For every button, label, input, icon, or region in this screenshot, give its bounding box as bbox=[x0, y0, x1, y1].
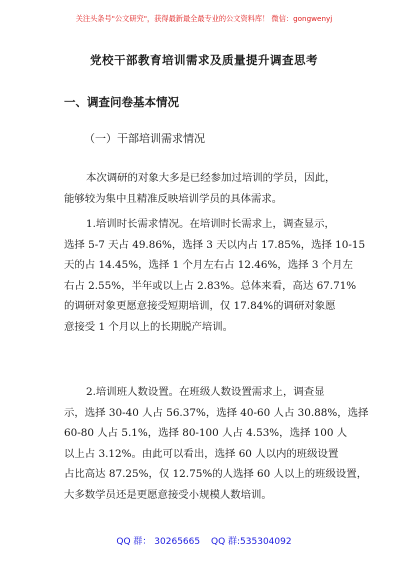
paragraph-line: 的调研对象更愿意接受短期培训，仅 17.84%的调研对象愿 bbox=[64, 300, 336, 312]
paragraph-line: 能够较为集中且精准反映培训学员的具体需求。 bbox=[64, 192, 283, 205]
paragraph-line: 60-80 人占 5.1%，选择 80-100 人占 4.53%，选择 100 人 bbox=[64, 427, 348, 439]
paragraph-line: 示，选择 30-40 人占 56.37%，选择 40-60 人占 30.88%，选择 bbox=[64, 406, 369, 419]
paragraph-line: 意接受 1 个月以上的长期脱产培训。 bbox=[64, 320, 234, 333]
intro-paragraph bbox=[64, 168, 354, 209]
footer-qq-groups bbox=[0, 534, 408, 547]
paragraph-line: 右占 2.55%，半年或以上占 2.83%。总体来看，高达 67.71% bbox=[64, 279, 357, 292]
qq-group-1: QQ 群： 30265665 bbox=[116, 537, 201, 547]
section-heading: 一、调查问卷基本情况 bbox=[64, 95, 179, 109]
document-title: 党校干部教育培训需求及质量提升调查思考 bbox=[90, 53, 318, 67]
subsection-heading: （一）干部培训需求情况 bbox=[84, 132, 205, 145]
paragraph-line: 选择 5-7 天占 49.86%，选择 3 天以内占 17.85%，选择 10-15 bbox=[64, 238, 366, 251]
paragraph-line: 1.培训时长需求情况。在培训时长需求上，调查显示， bbox=[86, 218, 335, 230]
paragraph-line: 大多数学员还是更愿意接受小规模人数培训。 bbox=[64, 488, 272, 501]
training-duration-paragraph bbox=[64, 214, 366, 337]
paragraph-line: 本次调研的对象大多是已经参加过培训的学员，因此， bbox=[86, 172, 336, 184]
paragraph-line: 以上占 3.12%。由此可以看出，选择 60 人以内的班级设置 bbox=[64, 447, 339, 460]
qq-group-2: QQ 群:535304092 bbox=[210, 537, 292, 547]
paragraph-line: 占比高达 87.25%，仅 12.75%的人选择 60 人以上的班级设置， bbox=[64, 468, 368, 480]
paragraph-line: 2.培训班人数设置。在班级人数设置需求上，调查显 bbox=[86, 386, 325, 398]
header-banner: 关注头条号"公文研究"，获得最新最全最专业的公文资料库！ 微信：gongwenyj bbox=[75, 14, 333, 23]
class-size-paragraph bbox=[64, 382, 369, 505]
paragraph-line: 天的占 14.45%，选择 1 个月左右占 12.46%，选择 3 个月左 bbox=[64, 259, 353, 271]
